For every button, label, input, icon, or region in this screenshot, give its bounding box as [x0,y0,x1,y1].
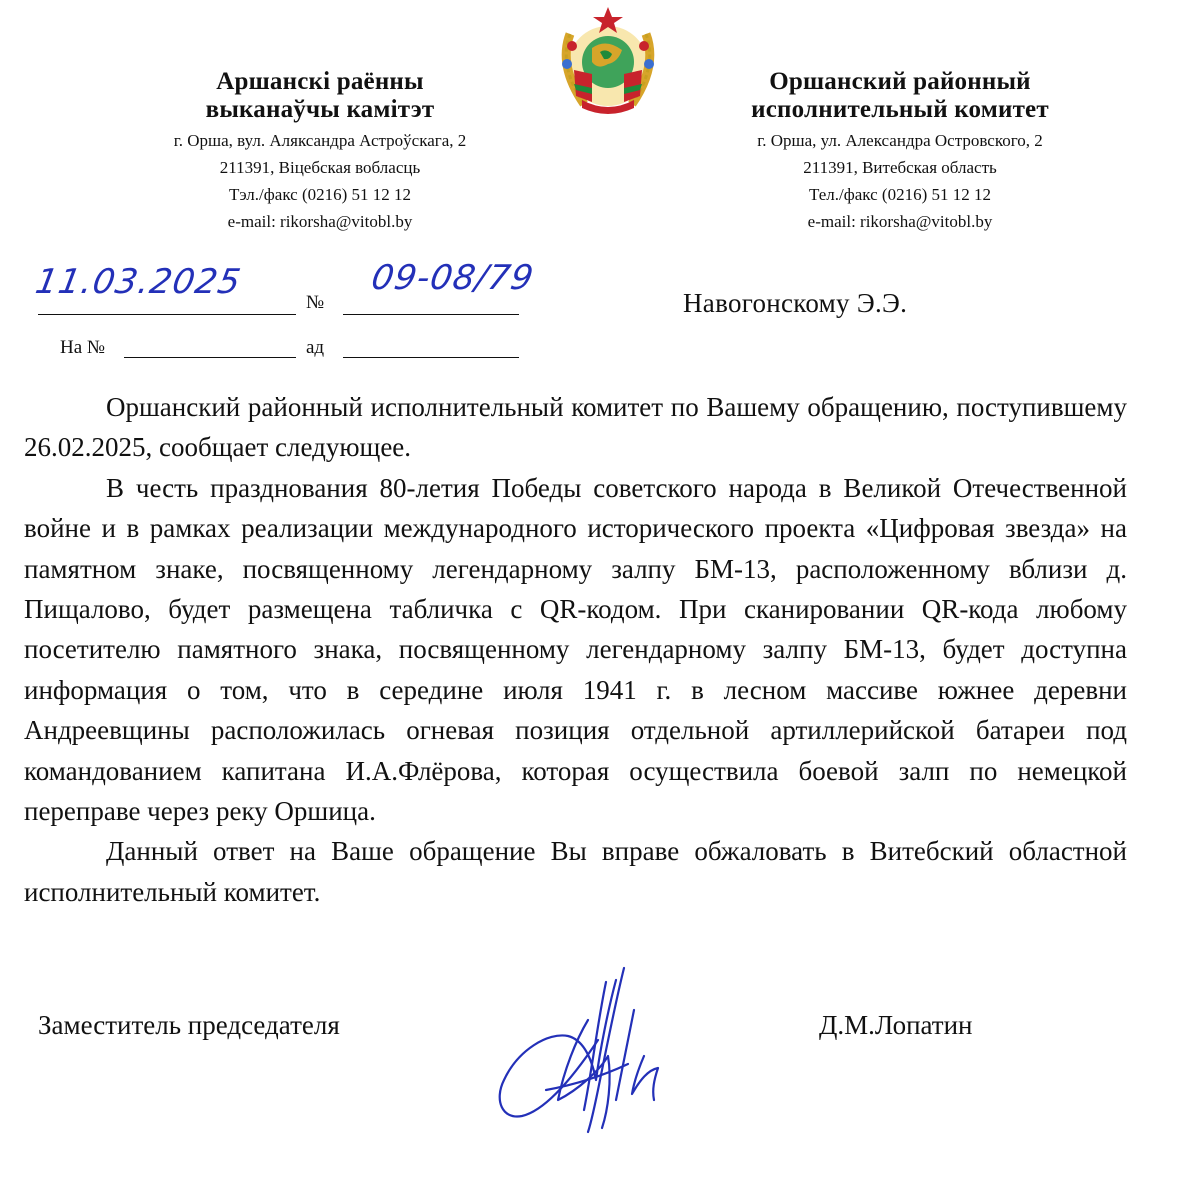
org-phone: Тэл./факс (0216) 51 12 12 [228,185,412,204]
paragraph: В честь празднования 80-летия Победы советского народа в Великой Отечественной войне и в рамках реализации международного исторического проекта «Цифровая звезда» на памятном знаке, посвященному легендарному залпу БМ-13, расположенному вблизи д. Пищалово, будет размещена табличка с QR-кодом. При сканировании QR-кода любому посетителю памятного знака, посвященному легендарному залпу БМ-13, будет доступна информация о том, что в середине июля 1941 г. в лесном массиве южнее деревни Андреевщины расположилась огневая позиция отдельной артиллерийской батареи под командованием капитана И.А.Флёрова, которая осуществила боевой залп по немецкой переправе через реку Оршица. [24,472,1127,827]
handwritten-date: 11.03.2025 [32,262,245,302]
org-address: г. Орша, вул. Аляксандра Астроўскага, 2 [173,131,467,150]
letter-body [24,387,1127,912]
paragraph: Оршанский районный исполнительный комитет по Вашему обращению, поступившему 26.02.2025, сообщает следующее. [24,392,1127,463]
paragraph: Данный ответ на Ваше обращение Вы вправе обжаловать в Витебский областной исполнительный комитет. [24,836,1127,907]
org-postal: 211391, Віцебская вобласць [219,158,421,177]
org-name-line1: Аршанскі раённы [216,68,424,95]
recipient: Навогонскому Э.Э. [683,288,908,318]
date-underline [38,314,296,315]
org-phone: Тел./факс (0216) 51 12 12 [808,185,991,204]
header-left [100,68,540,235]
handwritten-signature [488,960,718,1140]
org-name-line1: Оршанский районный [769,68,1031,95]
from-label: ад [306,337,325,358]
number-label: № [306,292,325,313]
reference-underline [124,357,296,358]
org-name-line2: выканаўчы камітэт [205,96,435,123]
org-postal: 211391, Витебская область [803,158,997,177]
reference-label: На № [60,337,106,358]
org-address: г. Орша, ул. Александра Островского, 2 [757,131,1043,150]
from-underline [343,357,519,358]
number-underline [343,314,519,315]
handwritten-number: 09-08/79 [368,258,538,298]
signatory-name: Д.М.Лопатин [819,1010,973,1040]
org-name-line2: исполнительный комитет [751,96,1049,123]
signatory-title: Заместитель председателя [38,1010,340,1040]
org-email: e-mail: rikorsha@vitobl.by [227,212,413,231]
header-right [680,68,1120,235]
org-email: e-mail: rikorsha@vitobl.by [807,212,993,231]
belarus-emblem-icon [548,4,668,122]
